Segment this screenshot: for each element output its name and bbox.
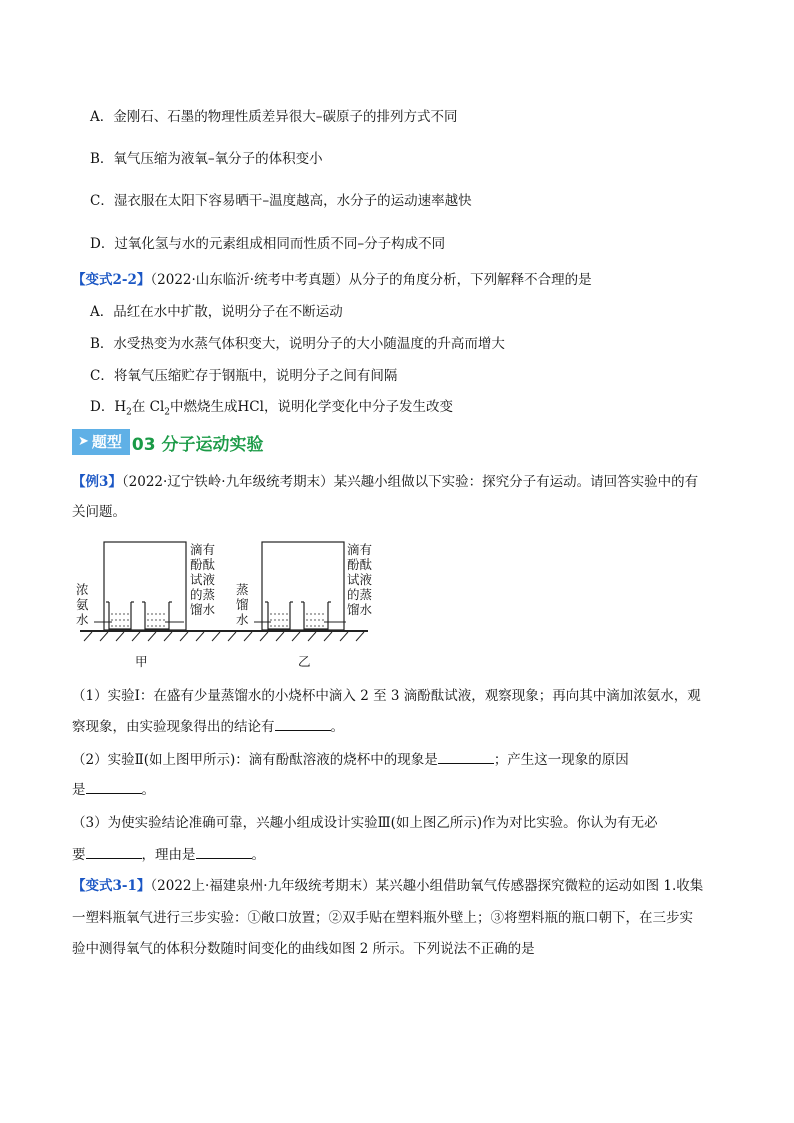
label-a-left-3: 水 bbox=[76, 612, 89, 627]
label-b-left-3: 水 bbox=[236, 612, 249, 627]
label-b-right-5: 馏水 bbox=[347, 602, 372, 617]
label-a-left-2: 氨 bbox=[76, 597, 89, 612]
label-a-right-1: 滴有 bbox=[190, 542, 216, 557]
example-3-stem-line1 bbox=[72, 473, 698, 491]
bell-jar-b bbox=[262, 542, 344, 630]
v22-option-d bbox=[90, 398, 453, 422]
q3-end: 。 bbox=[251, 847, 265, 863]
arrow-icon: ➤ bbox=[78, 434, 89, 449]
label-b-left-2: 馏 bbox=[236, 597, 249, 612]
beaker-phenolphthalein-b bbox=[304, 602, 328, 629]
q2-text-2: 是 bbox=[72, 782, 86, 798]
label-a-left-1: 浓 bbox=[76, 582, 89, 597]
label-a-right-3: 试液 bbox=[190, 572, 216, 587]
v22-d-text-3: 中燃烧生成HCl，说明化学变化中分子发生改变 bbox=[170, 399, 453, 415]
label-a-right-5: 馏水 bbox=[190, 602, 216, 617]
question-2-line2 bbox=[72, 780, 155, 799]
q2-end: 。 bbox=[141, 782, 155, 798]
label-b-left-1: 蒸 bbox=[236, 582, 249, 597]
label-b-right-2: 酚酞 bbox=[347, 557, 372, 572]
section-heading bbox=[72, 427, 264, 457]
example-stem-text: （2022·辽宁铁岭·九年级统考期末）某兴趣小组做以下实验：探究分子有运动。请回答实验中的有 bbox=[121, 474, 699, 490]
experiment-figure bbox=[72, 538, 372, 678]
section-title: 03 分子运动实验 bbox=[131, 434, 264, 455]
answer-blank[interactable] bbox=[275, 717, 331, 731]
answer-blank[interactable] bbox=[438, 750, 494, 764]
example-tag: 【例3】 bbox=[72, 474, 122, 490]
v22-d-text-2: 在 Cl bbox=[131, 399, 165, 415]
label-a-right-2: 酚酞 bbox=[190, 557, 216, 572]
beaker-ammonia-a bbox=[109, 602, 131, 629]
question-1-line2 bbox=[72, 717, 344, 736]
option-b: B．氧气压缩为液氧–氧分子的体积变小 bbox=[90, 151, 323, 167]
option-d: D．过氧化氢与水的元素组成相同而性质不同–分子构成不同 bbox=[90, 236, 446, 252]
q1-end: 。 bbox=[330, 719, 344, 735]
variant-3-1-line1 bbox=[72, 877, 703, 895]
question-1-line1: （1）实验Ⅰ：在盛有少量蒸馏水的小烧杯中滴入 2 至 3 滴酚酞试液，观察现象；再向其中滴加浓氨水，观 bbox=[72, 688, 701, 704]
q2-text-after: ；产生这一现象的原因 bbox=[493, 752, 629, 768]
question-2-line1 bbox=[72, 750, 629, 769]
answer-blank[interactable] bbox=[86, 780, 142, 794]
example-3-stem-line2: 关问题。 bbox=[72, 504, 126, 520]
variant-tag: 【变式2-2】 bbox=[72, 272, 151, 288]
answer-blank[interactable] bbox=[86, 845, 142, 859]
variant-stem-text: （2022·山东临沂·统考中考真题）从分子的角度分析，下列解释不合理的是 bbox=[150, 272, 592, 288]
v22-option-b: B．水受热变为水蒸气体积变大，说明分子的大小随温度的升高而增大 bbox=[90, 336, 505, 352]
option-c: C．湿衣服在太阳下容易晒干–温度越高，水分子的运动速率越快 bbox=[90, 193, 472, 209]
v22-option-a: A．品红在水中扩散，说明分子在不断运动 bbox=[90, 304, 343, 320]
label-b-right-1: 滴有 bbox=[347, 542, 372, 557]
variant-2-2-stem bbox=[72, 271, 592, 289]
variant-3-1-line3: 验中测得氧气的体积分数随时间变化的曲线如图 2 所示。下列说法不正确的是 bbox=[72, 941, 535, 957]
caption-a: 甲 bbox=[135, 654, 148, 669]
section-badge bbox=[72, 429, 130, 455]
q2-text: （2）实验Ⅱ(如上图甲所示)：滴有酚酞溶液的烧杯中的现象是 bbox=[72, 752, 438, 768]
q3-text: 要 bbox=[72, 847, 86, 863]
question-3-line2 bbox=[72, 845, 265, 864]
beaker-water-b bbox=[268, 602, 290, 629]
answer-blank[interactable] bbox=[196, 845, 252, 859]
option-a: A．金刚石、石墨的物理性质差异很大–碳原子的排列方式不同 bbox=[90, 109, 458, 125]
beaker-phenolphthalein-a bbox=[145, 602, 169, 629]
variant-tag: 【变式3-1】 bbox=[72, 878, 151, 894]
v22-d-sub-2: 2 bbox=[164, 407, 171, 418]
label-b-right-3: 试液 bbox=[347, 572, 372, 587]
question-3-line1: （3）为使实验结论准确可靠，兴趣小组成设计实验Ⅲ(如上图乙所示)作为对比实验。你认为有无必 bbox=[72, 815, 658, 831]
caption-b: 乙 bbox=[298, 654, 311, 669]
q3-text-mid: ，理由是 bbox=[141, 847, 196, 863]
badge-label: 题型 bbox=[91, 433, 122, 451]
ground-hatch bbox=[84, 632, 364, 641]
label-b-right-4: 的蒸 bbox=[347, 587, 372, 602]
v22-d-text-1: D．H bbox=[90, 399, 127, 415]
label-a-right-4: 的蒸 bbox=[190, 587, 216, 602]
v22-d-sub-1: 2 bbox=[126, 407, 132, 418]
q1-text: 察现象，由实验现象得出的结论有 bbox=[72, 719, 275, 735]
variant-3-1-text: （2022上·福建泉州·九年级统考期末）某兴趣小组借助氧气传感器探究微粒的运动如图 1.收集 bbox=[150, 878, 704, 894]
variant-3-1-line2: 一塑料瓶氧气进行三步实验：①敞口放置；②双手贴在塑料瓶外壁上；③将塑料瓶的瓶口朝下，在三步实 bbox=[72, 910, 693, 926]
v22-option-c: C．将氧气压缩贮存于钢瓶中，说明分子之间有间隔 bbox=[90, 368, 398, 384]
